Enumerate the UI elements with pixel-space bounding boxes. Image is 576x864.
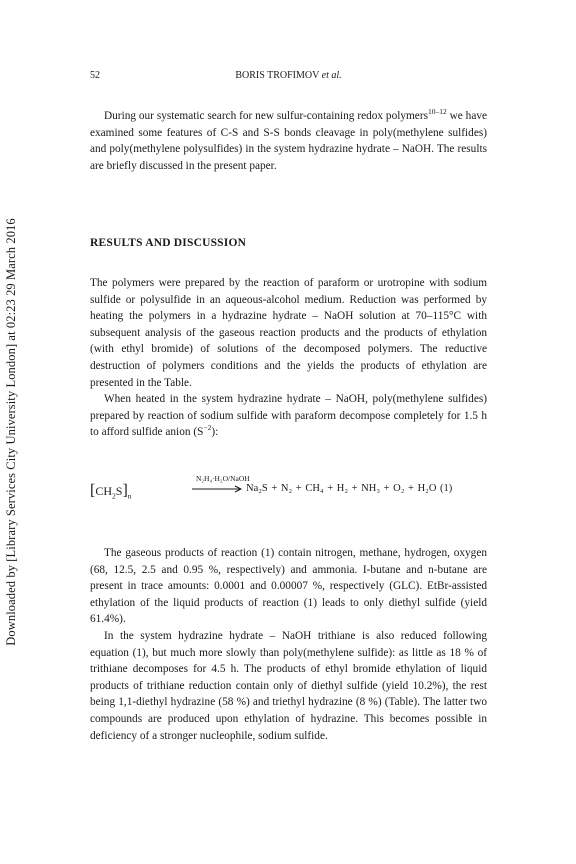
polymer-left-bracket: [	[90, 482, 96, 499]
results-section	[90, 275, 487, 441]
page-header	[90, 70, 487, 84]
polymer-s: S	[115, 484, 123, 498]
page-number: 52	[90, 70, 100, 81]
section-heading: RESULTS AND DISCUSSION	[90, 237, 247, 249]
intro-section	[90, 108, 487, 174]
polymer-right-bracket: ]	[122, 482, 128, 499]
results-p2-text-a: When heated in the system hydrazine hydrate – NaOH, poly(methylene sulfides) prepared by reaction of sodium sulfide with paraform decompose completely for 1.5 h to afford sulfide anion (S	[90, 393, 487, 439]
results-p2-text-b: ):	[211, 426, 219, 439]
reaction-products: Na₂S + N₂ + CH₄ + H₂ + NH₃ + O₂ + H₂O (1)	[246, 483, 453, 494]
polymer-subscript: 2	[112, 491, 116, 501]
reaction-equation	[90, 474, 490, 514]
discussion-paragraph-2: In the system hydrazine hydrate – NaOH trithiane is also reduced following equation (1), but much more slowly than poly(methylene sulfide): as little as 18 % of trithiane decomposes for 4.5 h. The products of ethyl bromide ethylation of liquid products of trithiane reduction contain only of diethyl sulfide (yield 10.2%), the rest being 1,1-diethyl hydrazine (58 %) and triethyl hydrazine (8 %) (Table). The latter two compounds are produced upon ethylation of hydrazine. This becomes possible in deficiency of a stronger nucleophile, sodium sulfide.	[90, 629, 487, 742]
running-head	[90, 70, 487, 81]
intro-text-a: During our systematic search for new sulfur-containing redox polymers	[104, 110, 428, 122]
download-watermark	[4, 0, 18, 864]
running-head-author: BORIS TROFIMOV	[235, 70, 320, 81]
polymer-formula	[90, 482, 132, 500]
intro-text-b: we have examined some features of C-S and S-S bonds cleavage in poly(methylene sulfides) and poly(methylene polysulfides) in the system hydrazine hydrate – NaOH. The results are briefly discussed in the present paper.	[90, 110, 487, 172]
reference-marker: 10–12	[427, 107, 447, 117]
sulfide-charge: −2	[203, 423, 212, 433]
polymer-ch: CH	[95, 484, 112, 498]
discussion-paragraph-1: The gaseous products of reaction (1) contain nitrogen, methane, hydrogen, oxygen (68, 12.5, 2.5 and 0.95 %, respectively) and ammonia. I-butane and n-butane are present in trace amounts: 0.0001 and 0.00007 %, respectively (GLC). EtBr-assisted ethylation of the liquid products of reaction (1) leads to only diethyl sulfide (yield 61.4%).	[90, 547, 487, 626]
reaction-conditions: N₂H₄·H₂O/NaOH	[196, 474, 250, 483]
running-head-etal: et al.	[321, 70, 342, 81]
intro-paragraph	[90, 108, 487, 174]
download-watermark-text: Downloaded by [Library Services City University London] at 02:23 29 March 2016	[4, 218, 18, 646]
polymer-n: n	[127, 491, 132, 501]
results-paragraph-1: The polymers were prepared by the reaction of paraform or urotropine with sodium sulfide or polysulfide in an aqueous-alcohol medium. Reduction was performed by heating the polymers in a hydrazine hydrate – NaOH solution at 70–115°C with subsequent analysis of the gaseous reaction products and the products of ethylation (with ethyl bromide) of solutions of the decomposed polymers. The reductive destruction of polymers conditions and the yields the products of ethylation are presented in the Table.	[90, 277, 487, 389]
reaction-arrow-icon	[190, 485, 244, 493]
discussion-section	[90, 545, 487, 744]
results-paragraph-2	[90, 391, 487, 441]
